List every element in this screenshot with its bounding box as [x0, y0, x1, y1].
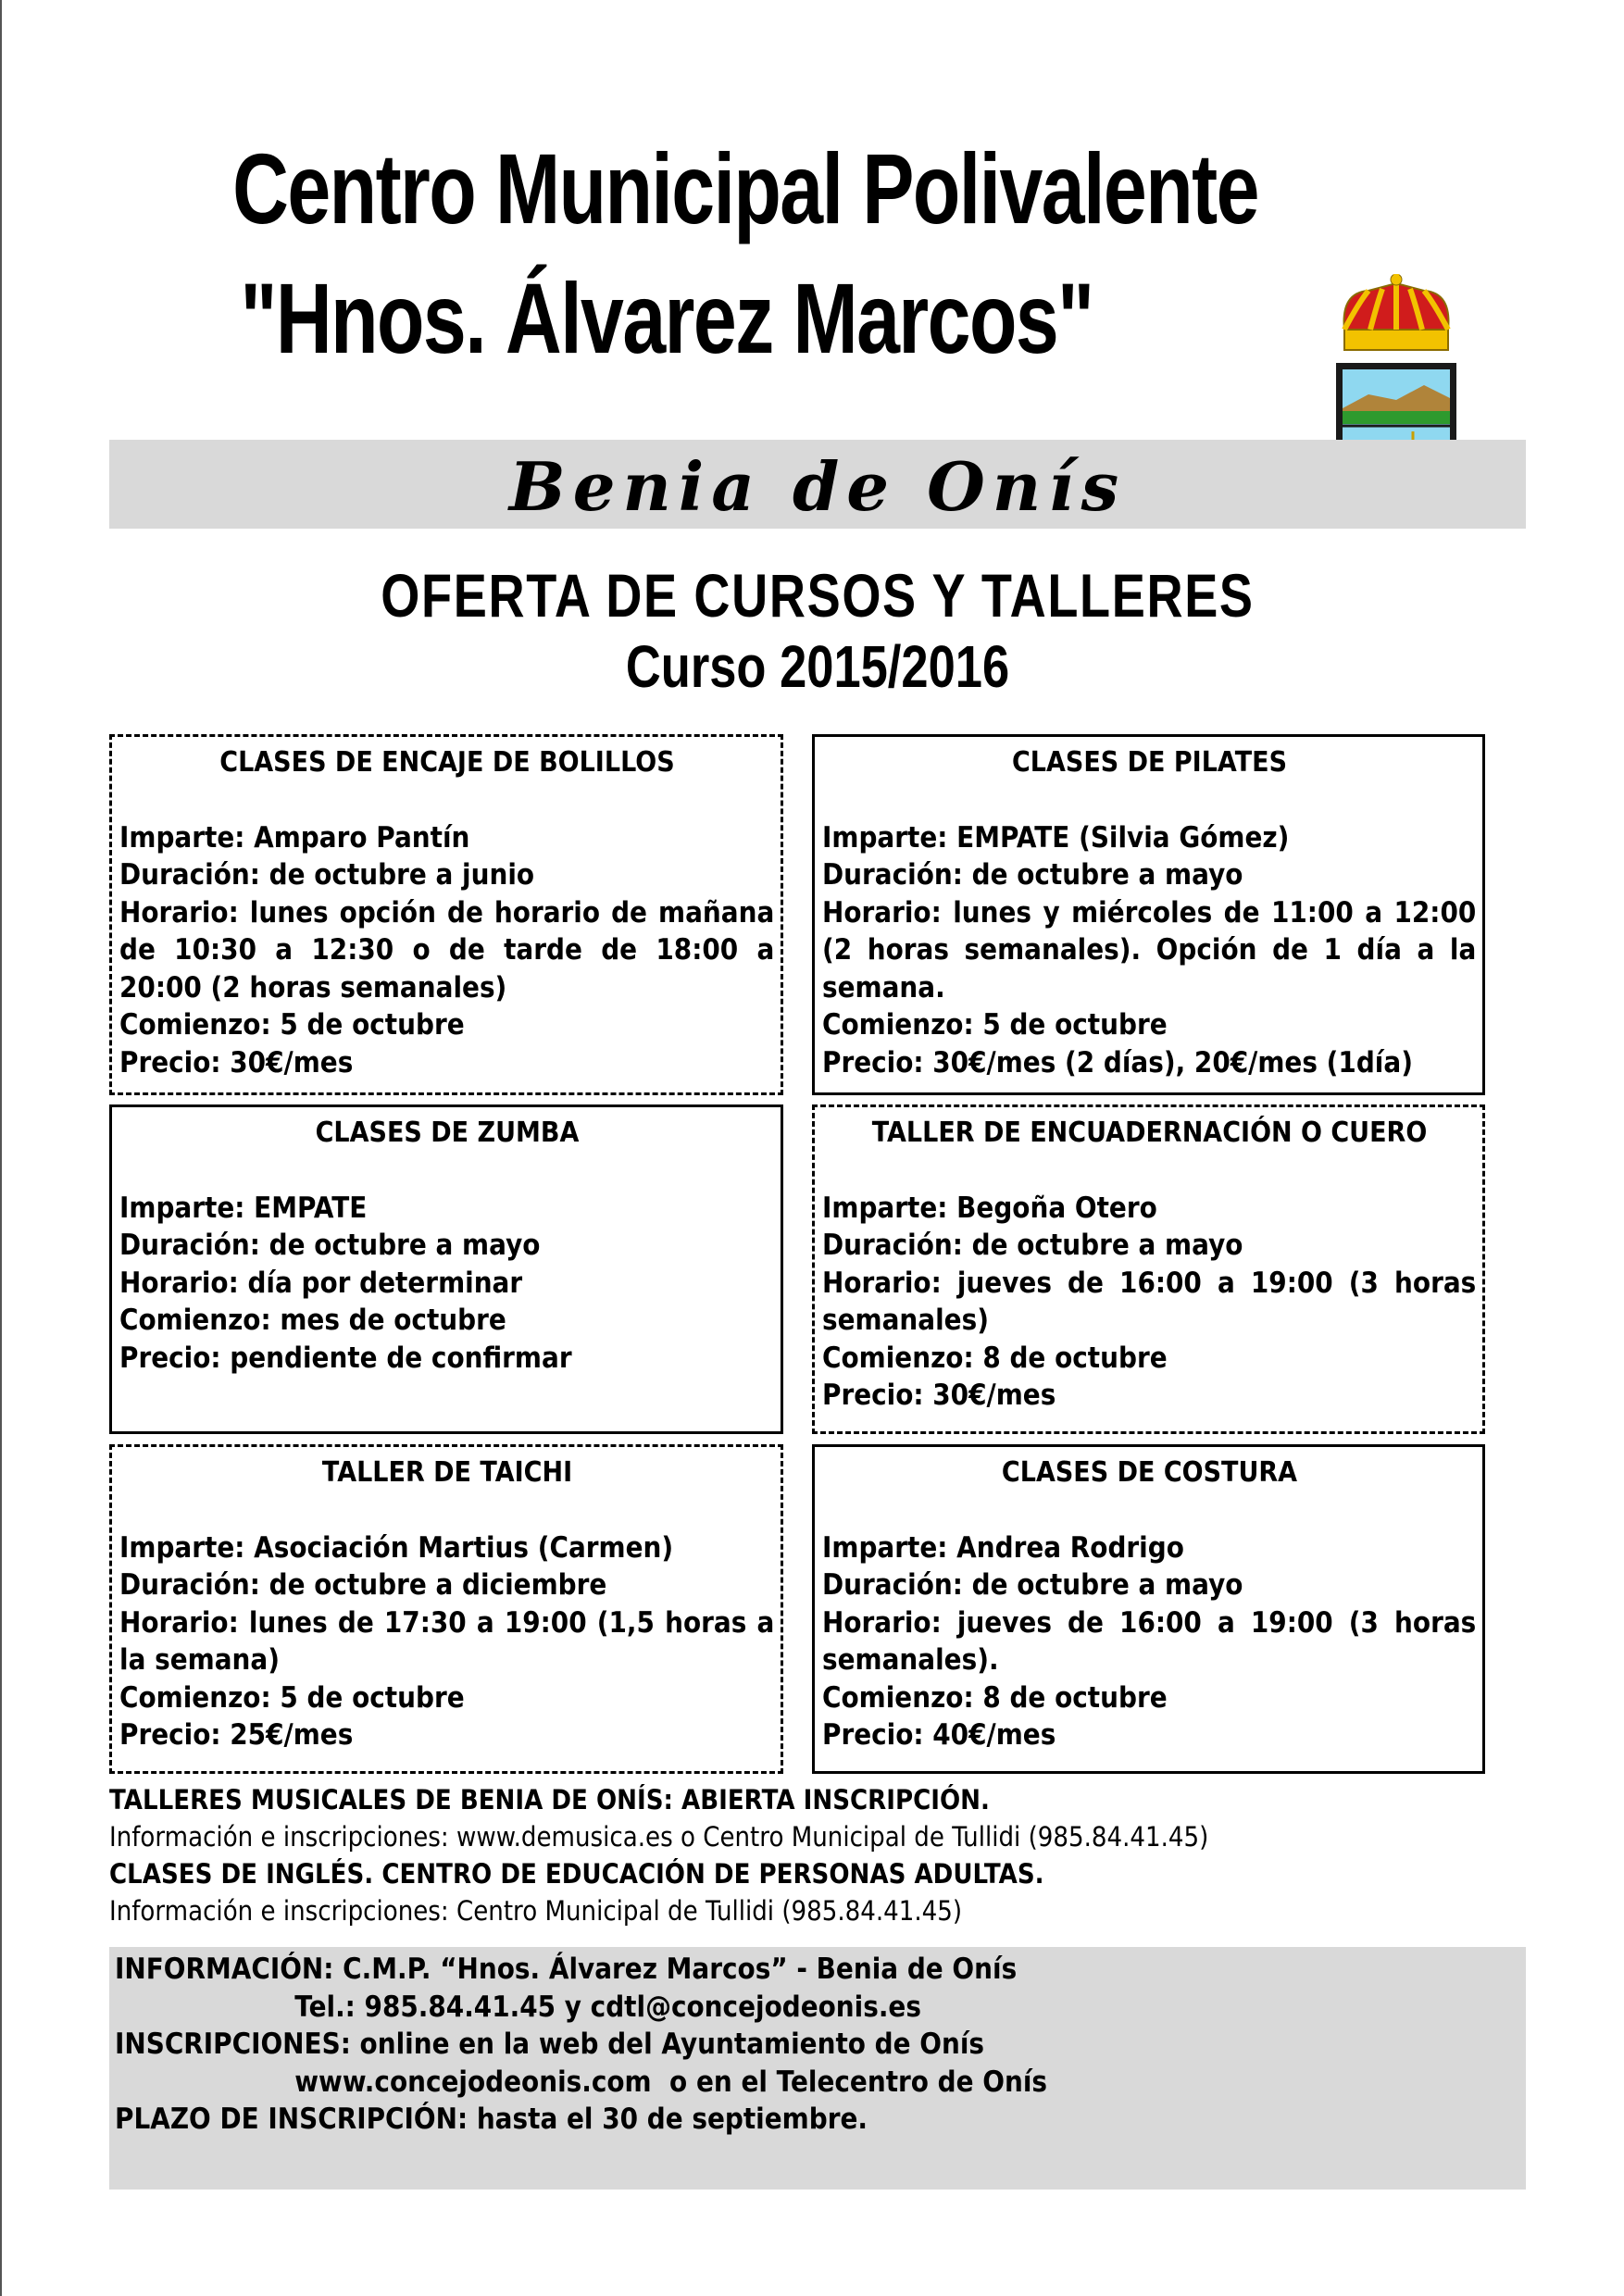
course-duration: Duración: de octubre a mayo [822, 1568, 1243, 1602]
course-price: Precio: 30€/mes [822, 1379, 1056, 1412]
registration-deadline-line: PLAZO DE INSCRIPCIÓN: hasta el 30 de septiembre. [115, 2103, 868, 2136]
course-schedule: Horario: lunes y miércoles de 11:00 a 12:00 (2 horas semanales). Opción de 1 día a la semana. [822, 895, 1477, 1004]
contact-info-box [109, 1947, 1526, 2190]
course-card-encaje-bolillos [109, 734, 783, 1095]
course-duration: Duración: de octubre a diciembre [119, 1568, 607, 1602]
course-instructor: Imparte: Andrea Rodrigo [822, 1530, 1184, 1565]
course-start: Comienzo: 8 de octubre [822, 1341, 1168, 1375]
course-card-pilates [812, 734, 1485, 1095]
course-card-zumba [109, 1104, 783, 1434]
course-start: Comienzo: mes de octubre [119, 1304, 506, 1337]
course-card-encuadernacion [812, 1104, 1485, 1434]
location-name: Benia de Onís [508, 447, 1127, 526]
center-name-title: Centro Municipal Polivalente [232, 132, 1258, 244]
course-instructor: Imparte: Amparo Pantín [119, 820, 470, 855]
course-schedule: Horario: lunes opción de horario de mañana de 10:30 a 12:30 o de tarde de 18:00 a 20:00 (2 horas semanales) [119, 895, 775, 1004]
course-card-costura [812, 1444, 1485, 1774]
course-title: CLASES DE ZUMBA [315, 1117, 580, 1149]
course-start: Comienzo: 8 de octubre [822, 1680, 1168, 1715]
english-classes-info: Información e inscripciones: Centro Municipal de Tullidi (985.84.41.45) [109, 1895, 963, 1927]
course-duration: Duración: de octubre a junio [119, 858, 535, 892]
course-duration: Duración: de octubre a mayo [119, 1229, 541, 1262]
course-title: CLASES DE COSTURA [1001, 1456, 1298, 1489]
course-instructor: Imparte: Begoña Otero [822, 1191, 1157, 1225]
course-schedule: Horario: jueves de 16:00 a 19:00 (3 horas semanales) [822, 1266, 1477, 1337]
course-instructor: Imparte: Asociación Martius (Carmen) [119, 1530, 674, 1565]
course-start: Comienzo: 5 de octubre [822, 1008, 1168, 1042]
course-price: Precio: 25€/mes [119, 1718, 354, 1752]
registration-web-line: www.concejodeonis.com o en el Telecentro de Onís [115, 2065, 1048, 2099]
center-subtitle: "Hnos. Álvarez Marcos" [240, 262, 1093, 374]
course-title: CLASES DE PILATES [1011, 746, 1288, 779]
english-classes-heading: CLASES DE INGLÉS. CENTRO DE EDUCACIÓN DE PERSONAS ADULTAS. [109, 1858, 1044, 1890]
course-instructor: Imparte: EMPATE [119, 1191, 368, 1225]
info-phone-email-line: Tel.: 985.84.41.45 y cdtl@concejodeonis.es [115, 1990, 921, 2024]
additional-activities [109, 1781, 1526, 1929]
course-title: TALLER DE ENCUADERNACIÓN O CUERO [871, 1117, 1428, 1149]
course-schedule: Horario: día por determinar [119, 1266, 523, 1300]
course-card-taichi [109, 1444, 783, 1774]
course-price: Precio: 40€/mes [822, 1718, 1056, 1752]
course-schedule: Horario: lunes de 17:30 a 19:00 (1,5 horas a la semana) [119, 1605, 775, 1677]
info-contact-line: INFORMACIÓN: C.M.P. “Hnos. Álvarez Marcos” - Benia de Onís [115, 1953, 1018, 1986]
course-start: Comienzo: 5 de octubre [119, 1008, 465, 1042]
music-workshops-heading: TALLERES MUSICALES DE BENIA DE ONÍS: ABIERTA INSCRIPCIÓN. [109, 1784, 990, 1816]
course-price: Precio: 30€/mes (2 días), 20€/mes (1día) [822, 1045, 1413, 1079]
registration-line: INSCRIPCIONES: online en la web del Ayuntamiento de Onís [115, 2028, 985, 2061]
course-duration: Duración: de octubre a mayo [822, 858, 1243, 892]
offer-heading: OFERTA DE CURSOS Y TALLERES [381, 561, 1255, 630]
course-title: CLASES DE ENCAJE DE BOLILLOS [219, 746, 675, 779]
course-instructor: Imparte: EMPATE (Silvia Gómez) [822, 820, 1290, 855]
course-start: Comienzo: 5 de octubre [119, 1680, 465, 1715]
course-duration: Duración: de octubre a mayo [822, 1229, 1243, 1262]
course-title: TALLER DE TAICHI [321, 1456, 573, 1489]
course-price: Precio: pendiente de confirmar [119, 1341, 572, 1375]
course-schedule: Horario: jueves de 16:00 a 19:00 (3 horas semanales). [822, 1605, 1477, 1677]
page-edge-line [0, 0, 2, 2296]
course-price: Precio: 30€/mes [119, 1045, 354, 1079]
music-workshops-info: Información e inscripciones: www.demusica.es o Centro Municipal de Tullidi (985.84.41.45) [109, 1821, 1209, 1853]
location-banner [109, 440, 1526, 529]
course-year: Curso 2015/2016 [625, 633, 1010, 700]
